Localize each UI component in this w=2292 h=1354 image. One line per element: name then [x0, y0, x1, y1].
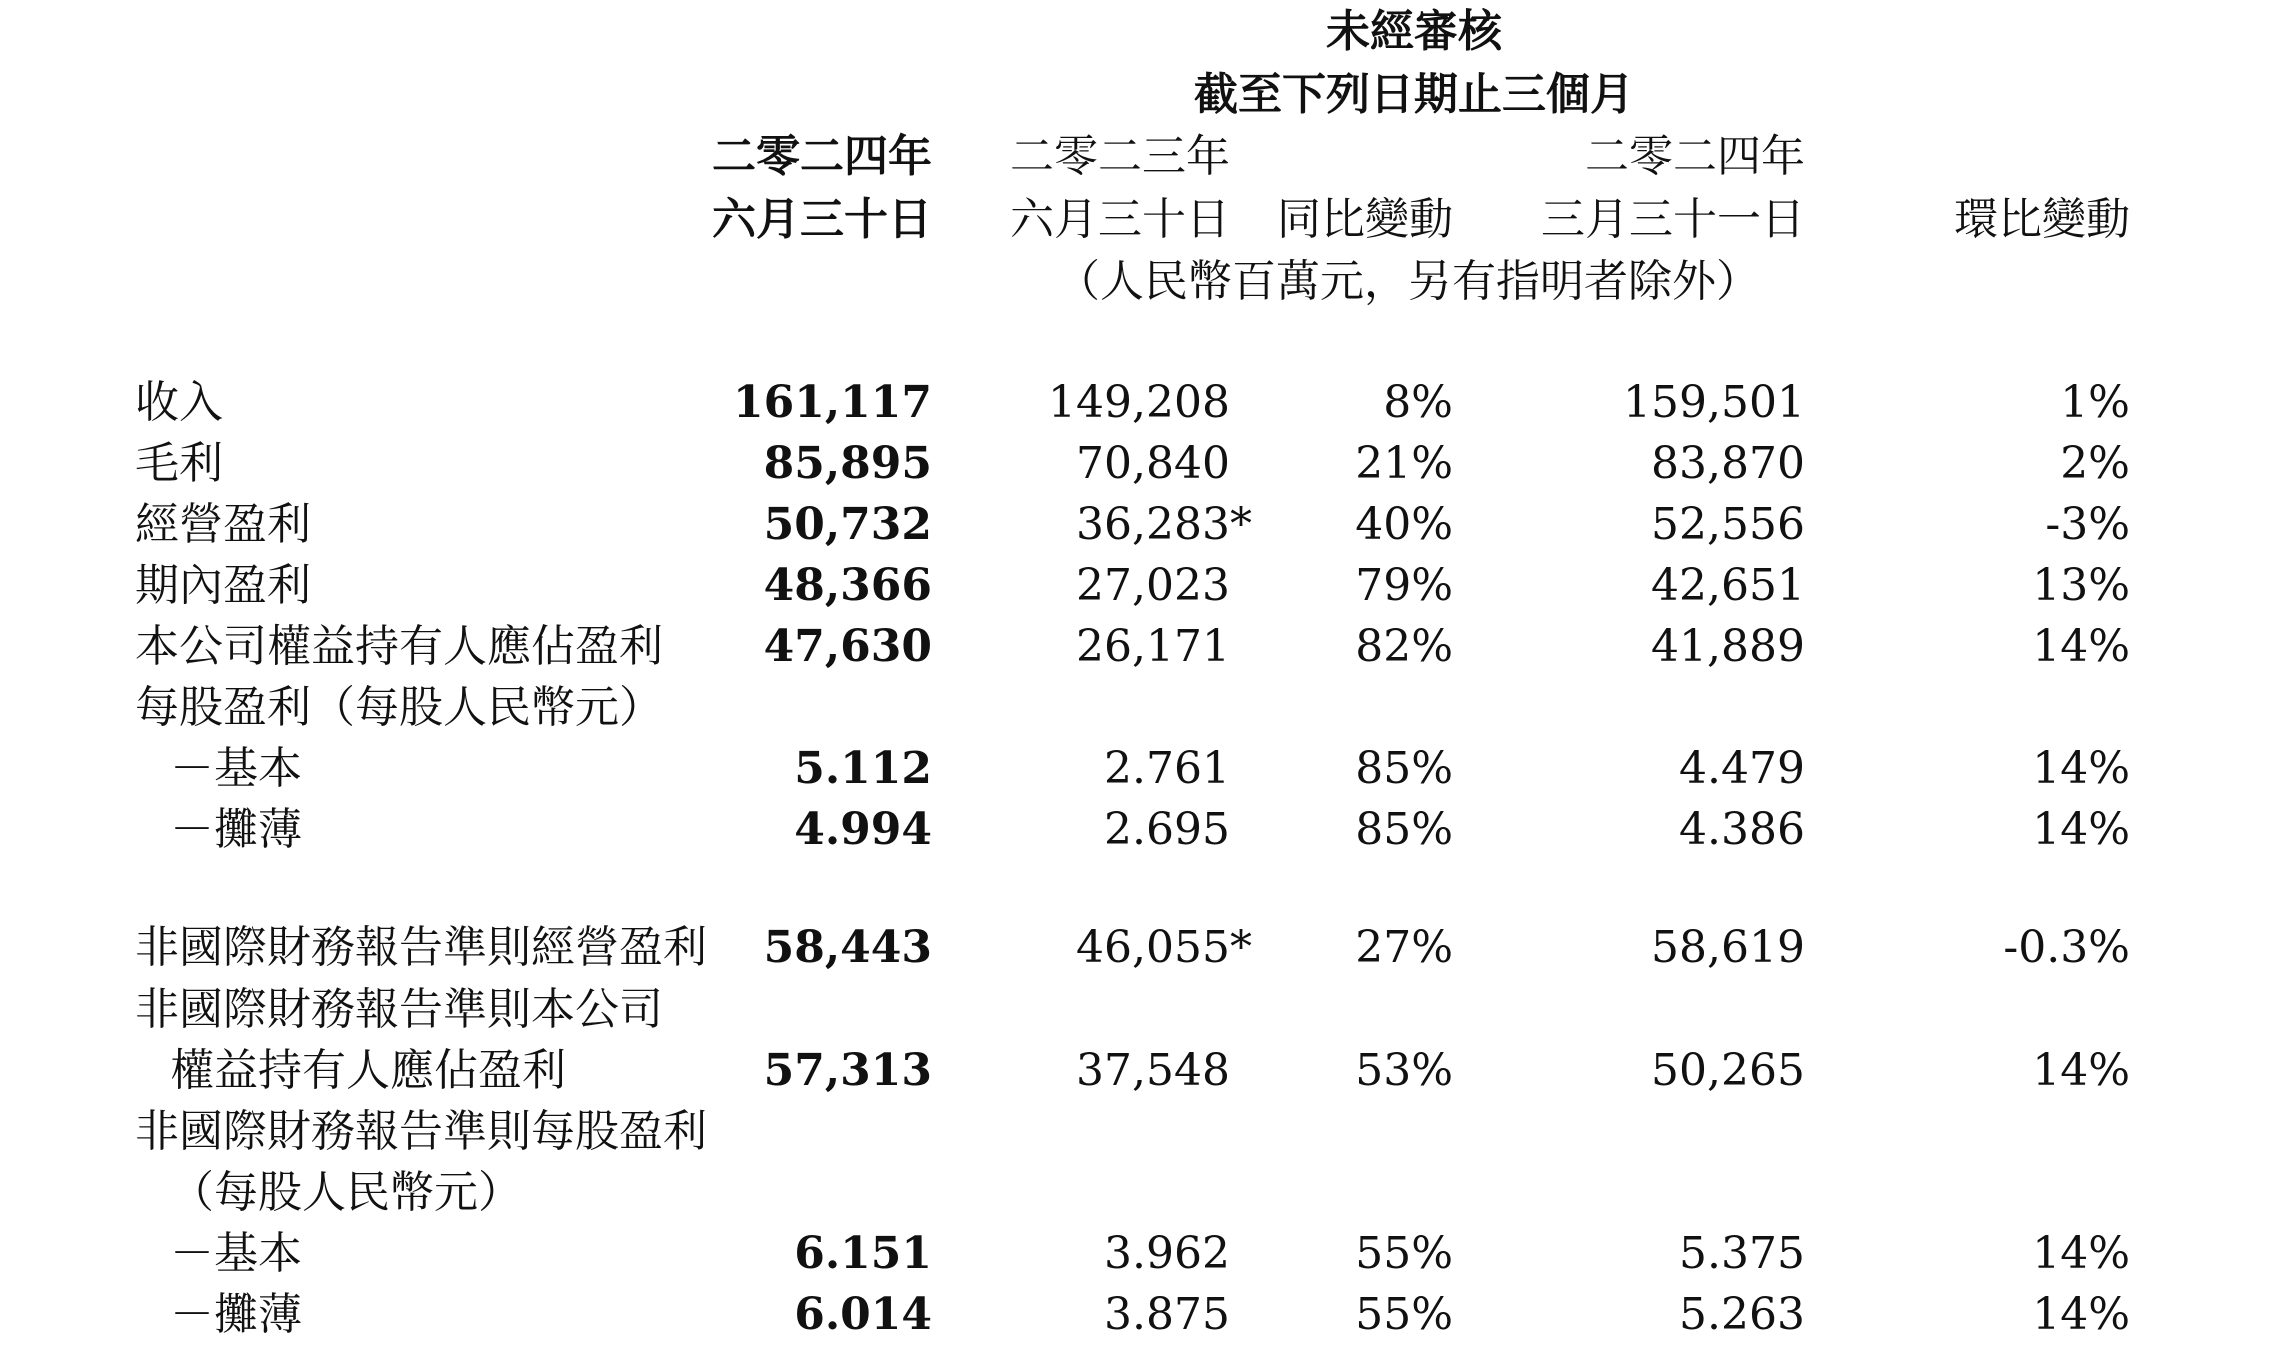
value-2023q2: 2.761	[1104, 743, 1230, 794]
row-label: －基本	[170, 743, 302, 794]
table-row	[0, 497, 2292, 553]
yoy-change: 85%	[1355, 743, 1453, 794]
qoq-change: 14%	[2032, 1045, 2130, 1096]
value-2024q2: 47,630	[763, 621, 932, 672]
value-2024q1: 5.375	[1679, 1228, 1805, 1279]
value-2023q2: 149,208	[1048, 377, 1230, 428]
yoy-change: 55%	[1355, 1289, 1453, 1340]
row-label: 權益持有人應佔盈利	[170, 1045, 566, 1096]
qoq-change: 14%	[2032, 804, 2130, 855]
value-2024q1: 58,619	[1651, 922, 1805, 973]
row-label: 非國際財務報告準則本公司	[135, 984, 663, 1035]
yoy-change: 55%	[1355, 1228, 1453, 1279]
table-row	[0, 375, 2292, 431]
value-2024q1: 83,870	[1651, 438, 1805, 489]
column-4-header-line2: 三月三十一日	[1541, 194, 1805, 245]
qoq-change: -0.3%	[2003, 922, 2130, 973]
row-label: 非國際財務報告準則經營盈利	[135, 922, 707, 973]
row-label: －攤薄	[170, 1289, 302, 1340]
value-2024q1: 52,556	[1651, 499, 1805, 550]
units-note: （人民幣百萬元，另有指明者除外）	[1056, 256, 1760, 307]
value-2024q2: 161,117	[732, 377, 932, 428]
yoy-change: 82%	[1355, 621, 1453, 672]
row-label: 期內盈利	[135, 560, 311, 611]
value-2024q1: 42,651	[1651, 560, 1805, 611]
value-2024q2: 4.994	[794, 804, 932, 855]
yoy-change: 27%	[1355, 922, 1453, 973]
column-4-header-line1: 二零二四年	[1585, 131, 1805, 182]
qoq-change: 13%	[2032, 560, 2130, 611]
value-2024q2: 57,313	[763, 1045, 932, 1096]
value-2024q2: 5.112	[794, 743, 932, 794]
yoy-change: 79%	[1355, 560, 1453, 611]
table-row	[0, 1226, 2292, 1282]
yoy-change: 85%	[1355, 804, 1453, 855]
value-2023q2: 26,171	[1076, 621, 1230, 672]
value-2023q2: 27,023	[1076, 560, 1230, 611]
value-2024q2: 50,732	[763, 499, 932, 550]
row-label: 本公司權益持有人應佔盈利	[135, 621, 663, 672]
value-2023q2: 70,840	[1076, 438, 1230, 489]
yoy-change: 21%	[1355, 438, 1453, 489]
row-label: （每股人民幣元）	[170, 1167, 522, 1218]
table-row	[0, 1287, 2292, 1343]
qoq-change: 14%	[2032, 621, 2130, 672]
row-label: 每股盈利（每股人民幣元）	[135, 682, 663, 733]
column-3-header-line2: 同比變動	[1277, 194, 1453, 245]
table-row	[0, 741, 2292, 797]
table-row	[0, 982, 2292, 1038]
value-2024q1: 50,265	[1651, 1045, 1805, 1096]
qoq-change: -3%	[2045, 499, 2130, 550]
value-2024q1: 159,501	[1623, 377, 1805, 428]
yoy-change: 53%	[1355, 1045, 1453, 1096]
value-2024q2: 58,443	[763, 922, 932, 973]
value-2024q1: 4.479	[1679, 743, 1805, 794]
table-row	[0, 920, 2292, 976]
table-row	[0, 1165, 2292, 1221]
table-row	[0, 558, 2292, 614]
qoq-change: 14%	[2032, 743, 2130, 794]
value-2023q2: 37,548	[1076, 1045, 1230, 1096]
row-label: －攤薄	[170, 804, 302, 855]
value-2023q2: 2.695	[1104, 804, 1230, 855]
value-2023q2: 46,055*	[1076, 922, 1252, 973]
value-2024q2: 48,366	[763, 560, 932, 611]
row-label: 經營盈利	[135, 499, 311, 550]
row-label: 非國際財務報告準則每股盈利	[135, 1106, 707, 1157]
row-label: －基本	[170, 1228, 302, 1279]
qoq-change: 14%	[2032, 1228, 2130, 1279]
column-2-header-line1: 二零二三年	[1010, 131, 1230, 182]
table-row	[0, 436, 2292, 492]
value-2023q2: 3.962	[1104, 1228, 1230, 1279]
column-1-header-line1: 二零二四年	[712, 131, 932, 182]
value-2023q2: 36,283*	[1076, 499, 1252, 550]
table-row	[0, 619, 2292, 675]
table-row	[0, 680, 2292, 736]
value-2024q2: 6.151	[794, 1228, 932, 1279]
audit-status-heading: 未經審核	[1326, 6, 1502, 57]
value-2024q1: 5.263	[1679, 1289, 1805, 1340]
value-2023q2: 3.875	[1104, 1289, 1230, 1340]
yoy-change: 40%	[1355, 499, 1453, 550]
value-2024q2: 6.014	[794, 1289, 932, 1340]
value-2024q1: 41,889	[1651, 621, 1805, 672]
row-label: 毛利	[135, 438, 223, 489]
row-label: 收入	[135, 377, 223, 428]
column-2-header-line2: 六月三十日	[1010, 194, 1230, 245]
qoq-change: 2%	[2060, 438, 2130, 489]
column-1-header-line2: 六月三十日	[712, 194, 932, 245]
qoq-change: 14%	[2032, 1289, 2130, 1340]
table-row	[0, 1104, 2292, 1160]
value-2024q2: 85,895	[763, 438, 932, 489]
period-heading: 截至下列日期止三個月	[1194, 69, 1634, 120]
column-5-header-line2: 環比變動	[1954, 194, 2130, 245]
yoy-change: 8%	[1383, 377, 1453, 428]
qoq-change: 1%	[2060, 377, 2130, 428]
table-row	[0, 802, 2292, 858]
value-2024q1: 4.386	[1679, 804, 1805, 855]
table-row	[0, 1043, 2292, 1099]
